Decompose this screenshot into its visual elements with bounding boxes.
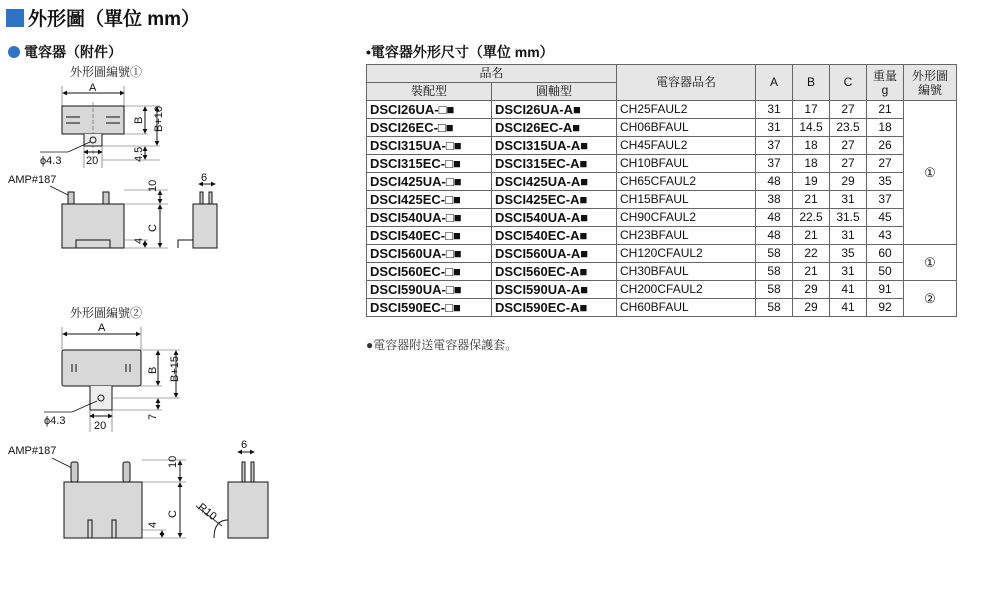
cell-mount: DSCI315UA-□■ — [367, 137, 492, 155]
cell-B: 29 — [793, 299, 830, 317]
cell-capacitor: CH65CFAUL2 — [617, 173, 756, 191]
cell-capacitor: CH120CFAUL2 — [617, 245, 756, 263]
cell-B: 18 — [793, 137, 830, 155]
cell-weight: 37 — [867, 191, 904, 209]
th-product-name: 品名 — [367, 65, 617, 83]
figure1-top-view — [40, 82, 165, 168]
cell-mount: DSCI590UA-□■ — [367, 281, 492, 299]
fig2-dim-A: A — [98, 322, 106, 334]
cell-axial: DSCI425UA-A■ — [492, 173, 617, 191]
cell-C: 31 — [830, 227, 867, 245]
fig2-dim-7: 7 — [147, 413, 159, 420]
cell-axial: DSCI315UA-A■ — [492, 137, 617, 155]
cell-C: 27 — [830, 101, 867, 119]
cell-mount: DSCI560UA-□■ — [367, 245, 492, 263]
table-row — [367, 209, 957, 227]
cell-capacitor: CH15BFAUL — [617, 191, 756, 209]
fig2-dim-4: 4 — [147, 521, 159, 528]
cell-B: 21 — [793, 263, 830, 281]
th-B: B — [793, 65, 830, 101]
cell-capacitor: CH30BFAUL — [617, 263, 756, 281]
cell-B: 21 — [793, 227, 830, 245]
cell-figure-group2: ① — [904, 245, 957, 281]
fig1-dim-A: A — [89, 82, 97, 94]
th-weight-line1: 重量 — [872, 68, 897, 83]
th-figure-line2: 編號 — [917, 82, 942, 97]
th-weight-line2: g — [881, 82, 889, 97]
cell-B: 22.5 — [793, 209, 830, 227]
cell-A: 58 — [756, 299, 793, 317]
fig1-dim-4.5: 4.5 — [133, 146, 145, 162]
outline-drawings — [0, 0, 360, 600]
th-figure-line1: 外形圖 — [911, 68, 948, 83]
fig2-dim-C: C — [167, 510, 179, 518]
fig1-dim-C: C — [147, 224, 159, 232]
cell-axial: DSCI315EC-A■ — [492, 155, 617, 173]
cell-mount: DSCI425EC-□■ — [367, 191, 492, 209]
th-weight — [867, 65, 904, 101]
cell-axial: DSCI560EC-A■ — [492, 263, 617, 281]
fig1-dim-B: B — [133, 116, 145, 124]
cell-mount: DSCI560EC-□■ — [367, 263, 492, 281]
th-capacitor-name: 電容器品名 — [617, 65, 756, 101]
cell-weight: 18 — [867, 119, 904, 137]
fig1-dim-20: 20 — [86, 155, 99, 167]
cell-axial: DSCI26UA-A■ — [492, 101, 617, 119]
cell-B: 14.5 — [793, 119, 830, 137]
figure1-label: 外形圖編號① — [70, 65, 143, 79]
th-mount-type: 裝配型 — [367, 83, 492, 101]
cell-mount: DSCI540UA-□■ — [367, 209, 492, 227]
fig1-dim-B10: B+10 — [153, 106, 165, 132]
figure2-top-view — [44, 322, 181, 432]
table-row — [367, 191, 957, 209]
th-C: C — [830, 65, 867, 101]
protective-cover-note: ●電容器附送電容器保護套。 — [366, 338, 518, 352]
cell-A: 38 — [756, 191, 793, 209]
figure2-label: 外形圖編號② — [70, 306, 143, 320]
fig2-amp-label: AMP#187 — [8, 445, 57, 457]
fig2-dim-R10: R10 — [195, 501, 219, 524]
cell-B: 17 — [793, 101, 830, 119]
cell-A: 37 — [756, 137, 793, 155]
cell-A: 31 — [756, 119, 793, 137]
cell-A: 37 — [756, 155, 793, 173]
cell-C: 41 — [830, 281, 867, 299]
table-row — [367, 155, 957, 173]
cell-axial: DSCI560UA-A■ — [492, 245, 617, 263]
table-row — [367, 101, 957, 119]
fig2-dim-B: B — [147, 366, 159, 374]
cell-mount: DSCI315EC-□■ — [367, 155, 492, 173]
figure1-side-view — [178, 172, 217, 248]
cell-weight: 91 — [867, 281, 904, 299]
fig1-dim-6: 6 — [201, 172, 208, 184]
cell-capacitor: CH06BFAUL — [617, 119, 756, 137]
cell-C: 35 — [830, 245, 867, 263]
fig1-amp-label: AMP#187 — [8, 174, 57, 186]
cell-B: 18 — [793, 155, 830, 173]
fig2-dim-phi: ϕ4.3 — [44, 415, 66, 427]
cell-axial: DSCI540EC-A■ — [492, 227, 617, 245]
cell-C: 31.5 — [830, 209, 867, 227]
cell-A: 48 — [756, 173, 793, 191]
cell-axial: DSCI590EC-A■ — [492, 299, 617, 317]
cell-weight: 45 — [867, 209, 904, 227]
cell-weight: 21 — [867, 101, 904, 119]
cell-C: 27 — [830, 155, 867, 173]
cell-capacitor: CH45FAUL2 — [617, 137, 756, 155]
table-row — [367, 281, 957, 299]
page-title-text: 外形圖（單位 mm） — [28, 9, 201, 30]
capacitor-heading-text: 電容器（附件） — [24, 44, 122, 60]
table-row — [367, 119, 957, 137]
cell-B: 29 — [793, 281, 830, 299]
cell-C: 29 — [830, 173, 867, 191]
cell-B: 22 — [793, 245, 830, 263]
table-row — [367, 299, 957, 317]
cell-weight: 26 — [867, 137, 904, 155]
cell-A: 58 — [756, 245, 793, 263]
cell-mount: DSCI425UA-□■ — [367, 173, 492, 191]
fig1-dim-10: 10 — [147, 179, 159, 192]
cell-axial: DSCI540UA-A■ — [492, 209, 617, 227]
dimension-table-heading: •電容器外形尺寸（單位 mm） — [366, 44, 554, 60]
cell-capacitor: CH25FAUL2 — [617, 101, 756, 119]
cell-axial: DSCI425EC-A■ — [492, 191, 617, 209]
cell-figure-group3: ② — [904, 281, 957, 317]
table-row — [367, 245, 957, 263]
cell-axial: DSCI26EC-A■ — [492, 119, 617, 137]
cell-weight: 43 — [867, 227, 904, 245]
cell-capacitor: CH200CFAUL2 — [617, 281, 756, 299]
th-figure-no — [904, 65, 957, 101]
cell-mount: DSCI540EC-□■ — [367, 227, 492, 245]
cell-C: 41 — [830, 299, 867, 317]
cell-capacitor: CH90CFAUL2 — [617, 209, 756, 227]
cell-B: 21 — [793, 191, 830, 209]
th-A: A — [756, 65, 793, 101]
table-row — [367, 137, 957, 155]
cell-weight: 35 — [867, 173, 904, 191]
fig2-dim-20: 20 — [94, 420, 107, 432]
cell-weight: 60 — [867, 245, 904, 263]
cell-mount: DSCI26EC-□■ — [367, 119, 492, 137]
cell-B: 19 — [793, 173, 830, 191]
cell-A: 31 — [756, 101, 793, 119]
cell-capacitor: CH23BFAUL — [617, 227, 756, 245]
cell-axial: DSCI590UA-A■ — [492, 281, 617, 299]
cell-A: 58 — [756, 263, 793, 281]
cell-weight: 27 — [867, 155, 904, 173]
cell-A: 58 — [756, 281, 793, 299]
capacitor-dimension-table — [366, 64, 957, 317]
cell-C: 23.5 — [830, 119, 867, 137]
fig1-dim-4: 4 — [133, 237, 145, 244]
figure2-side-view — [195, 439, 268, 538]
cell-A: 48 — [756, 227, 793, 245]
fig2-dim-B15: B+15 — [169, 356, 181, 382]
cell-C: 31 — [830, 263, 867, 281]
cell-capacitor: CH60BFAUL — [617, 299, 756, 317]
table-row — [367, 263, 957, 281]
table-row — [367, 173, 957, 191]
cell-mount: DSCI590EC-□■ — [367, 299, 492, 317]
cell-capacitor: CH10BFAUL — [617, 155, 756, 173]
cell-figure-group1: ① — [904, 101, 957, 245]
table-row — [367, 227, 957, 245]
cell-weight: 50 — [867, 263, 904, 281]
cell-C: 27 — [830, 137, 867, 155]
figure1-front-view — [8, 174, 168, 248]
fig2-dim-6: 6 — [241, 439, 248, 451]
cell-A: 48 — [756, 209, 793, 227]
fig2-dim-10: 10 — [167, 455, 179, 468]
cell-mount: DSCI26UA-□■ — [367, 101, 492, 119]
figure2-front-view — [8, 445, 186, 538]
fig1-dim-phi: ϕ4.3 — [40, 155, 62, 167]
cell-C: 31 — [830, 191, 867, 209]
cell-weight: 92 — [867, 299, 904, 317]
th-axial-type: 圓軸型 — [492, 83, 617, 101]
